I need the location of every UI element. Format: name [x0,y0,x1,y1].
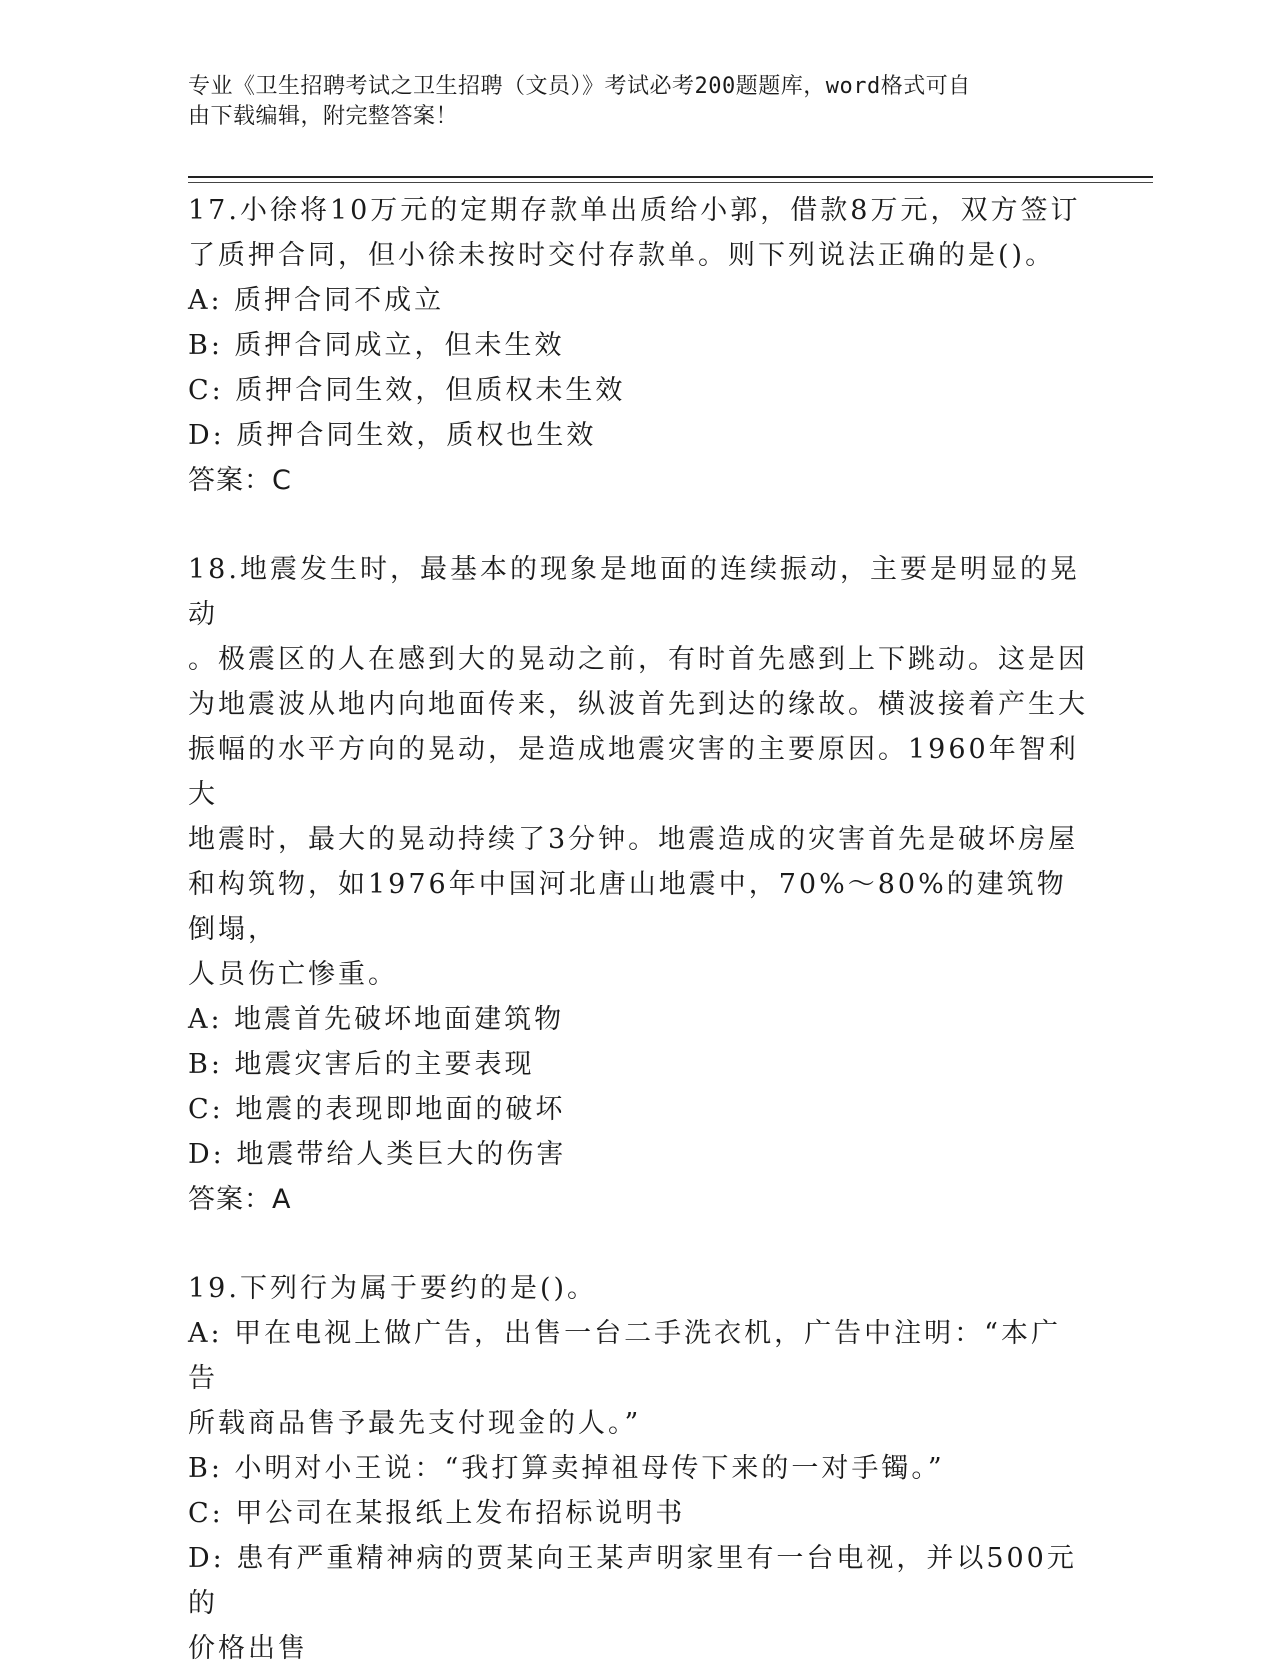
question-spacer [188,1222,1088,1266]
option-d: D: 地震带给人类巨大的伤害 [188,1139,567,1170]
question-stem-line: 为地震波从地内向地面传来，纵波首先到达的缘故。横波接着产生大 [188,689,1088,720]
option-a: A: 质押合同不成立 [188,285,445,316]
question-stem-line: 18.地震发生时，最基本的现象是地面的连续振动，主要是明显的晃动 [188,554,1080,630]
answer-line: 答案：A [188,1184,292,1215]
question-19 [188,1266,1088,1671]
question-list [188,188,1088,1671]
option-d-continued: 价格出售 [188,1633,308,1664]
header-line-2: 由下载编辑，附完整答案！ [188,104,459,129]
question-stem-line: 了质押合同，但小徐未按时交付存款单。则下列说法正确的是()。 [188,240,1056,271]
question-stem-line: 。极震区的人在感到大的晃动之前，有时首先感到上下跳动。这是因 [188,644,1088,675]
question-stem-line: 人员伤亡惨重。 [188,959,398,990]
option-c: C: 质押合同生效，但质权未生效 [188,375,626,406]
document-header [188,72,1068,132]
question-stem-line: 19.下列行为属于要约的是()。 [188,1273,598,1304]
option-a-continued: 所载商品售予最先支付现金的人。” [188,1408,642,1439]
option-a: A: 地震首先破坏地面建筑物 [188,1004,565,1035]
option-d: D: 质押合同生效，质权也生效 [188,420,597,451]
option-a: A: 甲在电视上做广告，出售一台二手洗衣机，广告中注明：“本广告 [188,1318,1061,1394]
option-d: D: 患有严重精神病的贾某向王某声明家里有一台电视，并以500元的 [188,1543,1077,1619]
header-divider-thick [188,176,1153,178]
question-18 [188,547,1088,1222]
option-b: B: 地震灾害后的主要表现 [188,1049,535,1080]
answer-line: 答案：C [188,465,292,496]
header-divider-thin [188,182,1153,183]
question-stem-line: 和构筑物，如1976年中国河北唐山地震中，70%～80%的建筑物倒塌， [188,869,1067,945]
question-stem-line: 地震时，最大的晃动持续了3分钟。地震造成的灾害首先是破坏房屋 [188,824,1079,855]
option-b: B: 小明对小王说：“我打算卖掉祖母传下来的一对手镯。” [188,1453,945,1484]
option-b: B: 质押合同成立，但未生效 [188,330,565,361]
question-spacer [188,503,1088,547]
option-c: C: 甲公司在某报纸上发布招标说明书 [188,1498,686,1529]
question-17 [188,188,1088,503]
header-line-1: 专业《卫生招聘考试之卫生招聘（文员）》考试必考200题题库，word格式可自 [188,74,971,99]
question-stem-line: 17.小徐将10万元的定期存款单出质给小郭，借款8万元，双方签订 [188,195,1081,226]
option-c: C: 地震的表现即地面的破坏 [188,1094,566,1125]
question-stem-line: 振幅的水平方向的晃动，是造成地震灾害的主要原因。1960年智利大 [188,734,1079,810]
